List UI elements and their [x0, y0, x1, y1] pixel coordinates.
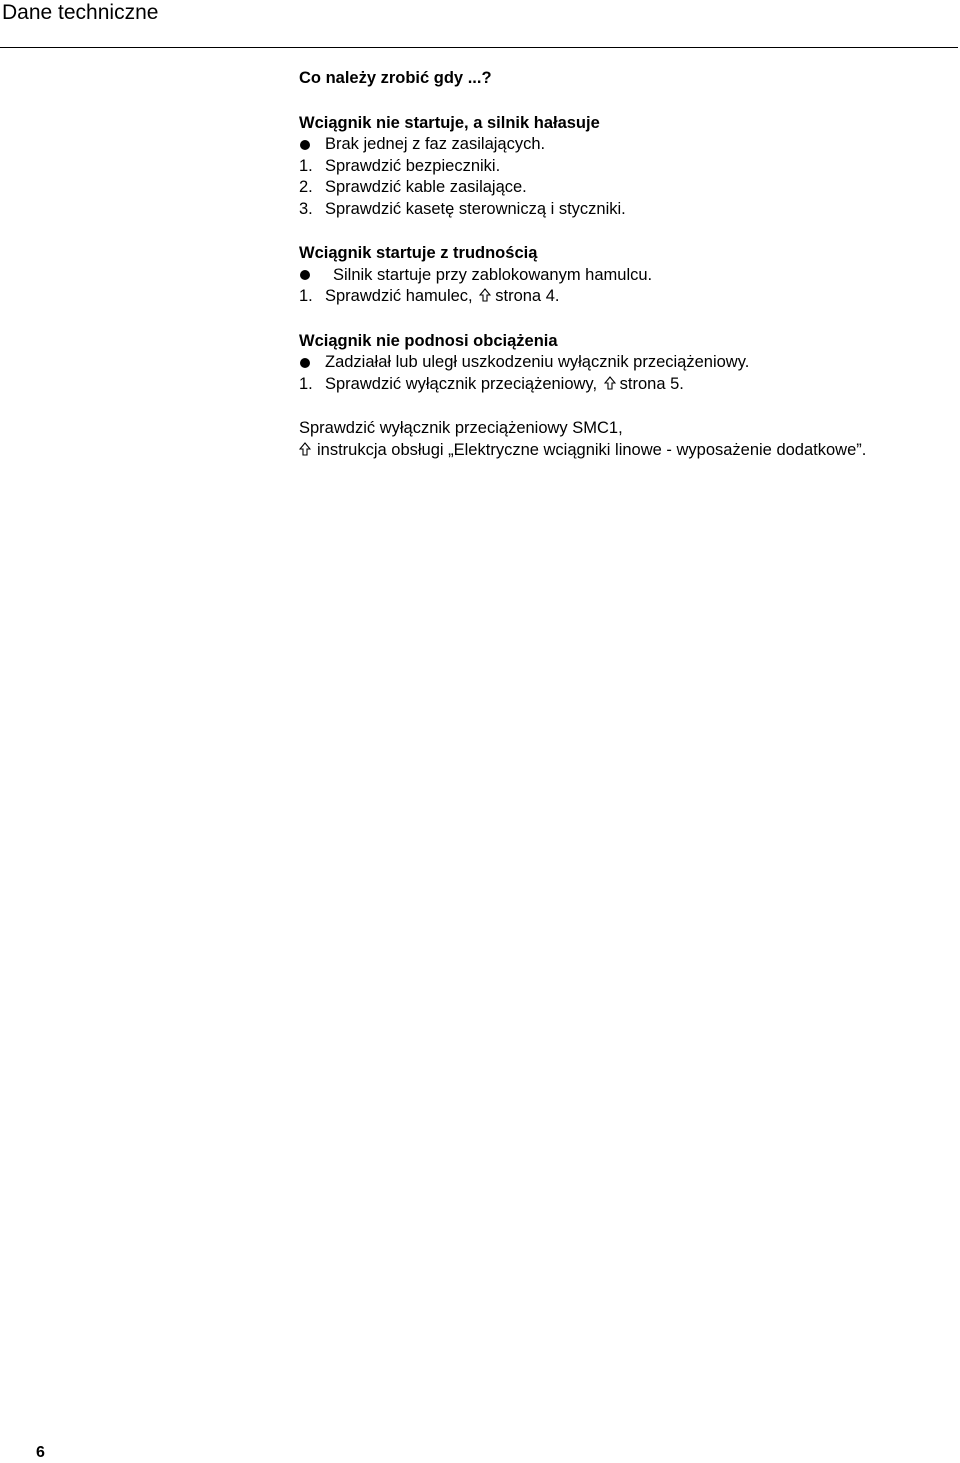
bullet-dot-icon	[300, 270, 310, 280]
page-reference: strona 5.	[619, 374, 684, 393]
section-heading: Wciągnik startuje z trudnością	[299, 244, 538, 262]
content-area	[299, 68, 949, 461]
up-arrow-outline-icon	[604, 374, 616, 396]
step-item	[299, 374, 949, 396]
note-block	[299, 418, 949, 461]
step-number: 1.	[299, 287, 313, 305]
step-number: 2.	[299, 178, 313, 196]
step-text: Sprawdzić hamulec,	[325, 287, 473, 305]
section-hard-start	[299, 243, 949, 308]
bullet-item	[299, 352, 949, 374]
bullet-dot-icon	[300, 140, 310, 150]
header-divider	[0, 47, 958, 48]
question-heading: Co należy zrobić gdy ...?	[299, 69, 492, 87]
step-number: 3.	[299, 199, 313, 218]
step-text: Sprawdzić wyłącznik przeciążeniowy,	[325, 374, 598, 393]
note-line: Sprawdzić wyłącznik przeciążeniowy SMC1,	[299, 419, 623, 437]
page-reference: strona 4.	[495, 287, 560, 305]
section-no-start-noise	[299, 113, 949, 221]
step-text: Sprawdzić kasetę sterowniczą i styczniki.	[325, 199, 626, 218]
bullet-dot-icon	[300, 358, 310, 368]
section-heading: Wciągnik nie startuje, a silnik hałasuje	[299, 113, 600, 132]
step-item	[299, 286, 949, 308]
step-text: Sprawdzić bezpieczniki.	[325, 156, 501, 175]
step-number: 1.	[299, 374, 313, 393]
section-no-lift	[299, 331, 949, 396]
step-item	[299, 156, 949, 178]
page-number: 6	[36, 1444, 45, 1461]
bullet-text: Brak jednej z faz zasilających.	[325, 135, 546, 153]
up-arrow-outline-icon	[299, 440, 311, 462]
section-heading: Wciągnik nie podnosi obciążenia	[299, 331, 558, 350]
bullet-text: Silnik startuje przy zablokowanym hamulcu.	[333, 265, 653, 284]
up-arrow-outline-icon	[479, 286, 491, 308]
manual-reference-text: instrukcja obsługi „Elektryczne wciągniki linowe - wyposażenie dodatkowe”.	[317, 440, 867, 459]
step-number: 1.	[299, 156, 313, 175]
step-text: Sprawdzić kable zasilające.	[325, 178, 527, 196]
step-item	[299, 199, 949, 221]
bullet-item	[299, 134, 949, 156]
page-title: Dane techniczne	[2, 1, 159, 24]
bullet-text: Zadziałał lub uległ uszkodzeniu wyłącznik przeciążeniowy.	[325, 353, 750, 371]
bullet-item	[299, 265, 949, 287]
step-item	[299, 177, 949, 199]
note-reference-line	[299, 440, 949, 462]
